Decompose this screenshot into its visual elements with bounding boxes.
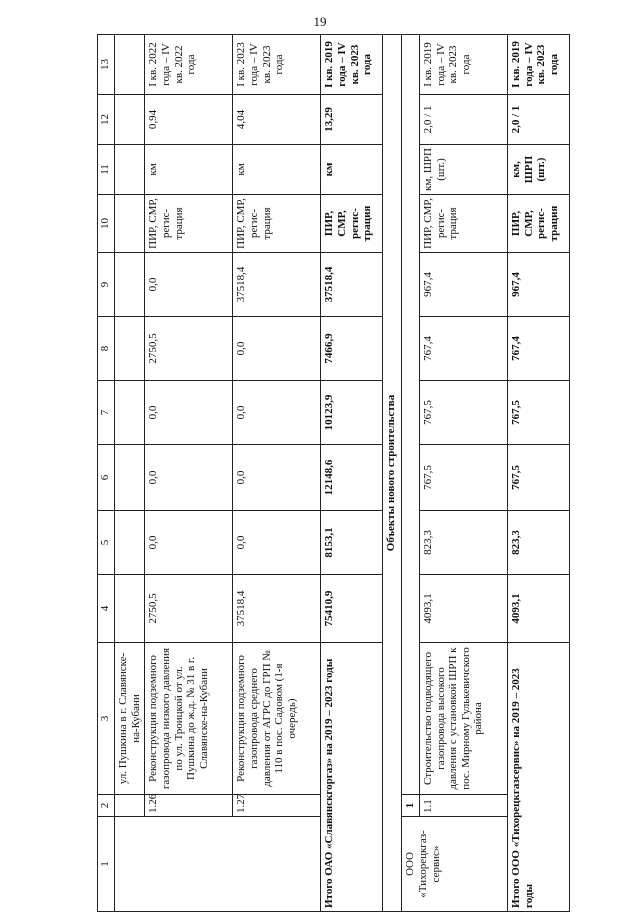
row-number: 1.27: [233, 795, 321, 817]
col-header-12: 12: [98, 95, 115, 145]
col-header-2: 2: [98, 795, 115, 817]
section-header-row: [383, 35, 402, 912]
col-header-9: 9: [98, 253, 115, 317]
col-header-4: 4: [98, 575, 115, 643]
org-name: ООО «Тихорецкгаз-сервис»: [402, 817, 508, 912]
column-number-row: [98, 35, 115, 912]
col-header-3: 3: [98, 643, 115, 795]
col-header-8: 8: [98, 317, 115, 381]
total-label: Итого ОАО «Славянскгоргаз» на 2019 – 2023 годы: [321, 643, 383, 912]
row-number: 1.1: [419, 795, 507, 817]
total-label: Итого ООО «Тихорецкгазсервис» на 2019 – 2023 годы: [507, 643, 569, 912]
row-number: 1.26: [145, 795, 233, 817]
object-name: Реконструкция подземного газопровода среднего давления от АГРС до ГРП № 110 в пос. Садовом (1-я очередь): [233, 643, 321, 795]
rotated-table-page: [97, 35, 560, 912]
col-header-10: 10: [98, 195, 115, 253]
table-row: [115, 35, 145, 912]
table-row: 1.1 Строительство подводящего газопровода высокого давления с установкой ШРП к пос. Мирному Гулькевичского района 4093,1 823,3 767,5 767,5 767,4 967,4 ПИР, СМР, регис-трация км, ШРП (шт.) 2,0 / 1 I кв. 2019 года – IV кв. 2023 года: [419, 35, 507, 912]
col-header-11: 11: [98, 145, 115, 195]
object-name: Реконструкция подземного газопровода низкого давления по ул. Троицкой от ул. Пушкина до ж.д. № 31 в г. Славянске-на-Кубани: [145, 643, 233, 795]
investment-program-table: [97, 34, 570, 912]
table-row: 1.26 Реконструкция подземного газопровода низкого давления по ул. Троицкой от ул. Пушкина до ж.д. № 31 в г. Славянске-на-Кубани 2750,5 0,0 0,0 0,0 2750,5 0,0 ПИР, СМР, регис-трация км 0,94 I кв. 2022 года – IV кв. 2022 года: [145, 35, 233, 912]
org-number-row: ООО «Тихорецкгаз-сервис» 1: [402, 35, 420, 912]
total-row: Итого ООО «Тихорецкгазсервис» на 2019 – 2023 годы 4093,1 823,3 767,5 767,5 767,4 967,4 ПИР, СМР, регис-трация км, ШРП (шт.) 2,0 / 1 I кв. 2019 года – IV кв. 2023 года: [507, 35, 569, 912]
section-title: Объекты нового строительства: [383, 35, 402, 912]
col-header-1: 1: [98, 817, 115, 912]
col-header-5: 5: [98, 511, 115, 575]
table-row: 1.27 Реконструкция подземного газопровода среднего давления от АГРС до ГРП № 110 в пос. Садовом (1-я очередь) 37518,4 0,0 0,0 0,0 0,0 37518,4 ПИР, СМР, регис-трация км 4,04 I кв. 2023 года – IV кв. 2023 года: [233, 35, 321, 912]
col-header-7: 7: [98, 381, 115, 445]
col-header-6: 6: [98, 445, 115, 511]
total-row: Итого ОАО «Славянскгоргаз» на 2019 – 2023 годы 75410,9 8153,1 12148,6 10123,9 7466,9 37518,4 ПИР, СМР, регис-трация км 13,29 I кв. 2019 года – IV кв. 2023 года: [321, 35, 383, 912]
page-number: 19: [313, 14, 327, 29]
col-header-13: 13: [98, 35, 115, 95]
object-name: Строительство подводящего газопровода высокого давления с установкой ШРП к пос. Мирному Гулькевичского района: [419, 643, 507, 795]
row-continuation-text: ул. Пушкина в г. Славянске-на-Кубани: [115, 643, 145, 795]
